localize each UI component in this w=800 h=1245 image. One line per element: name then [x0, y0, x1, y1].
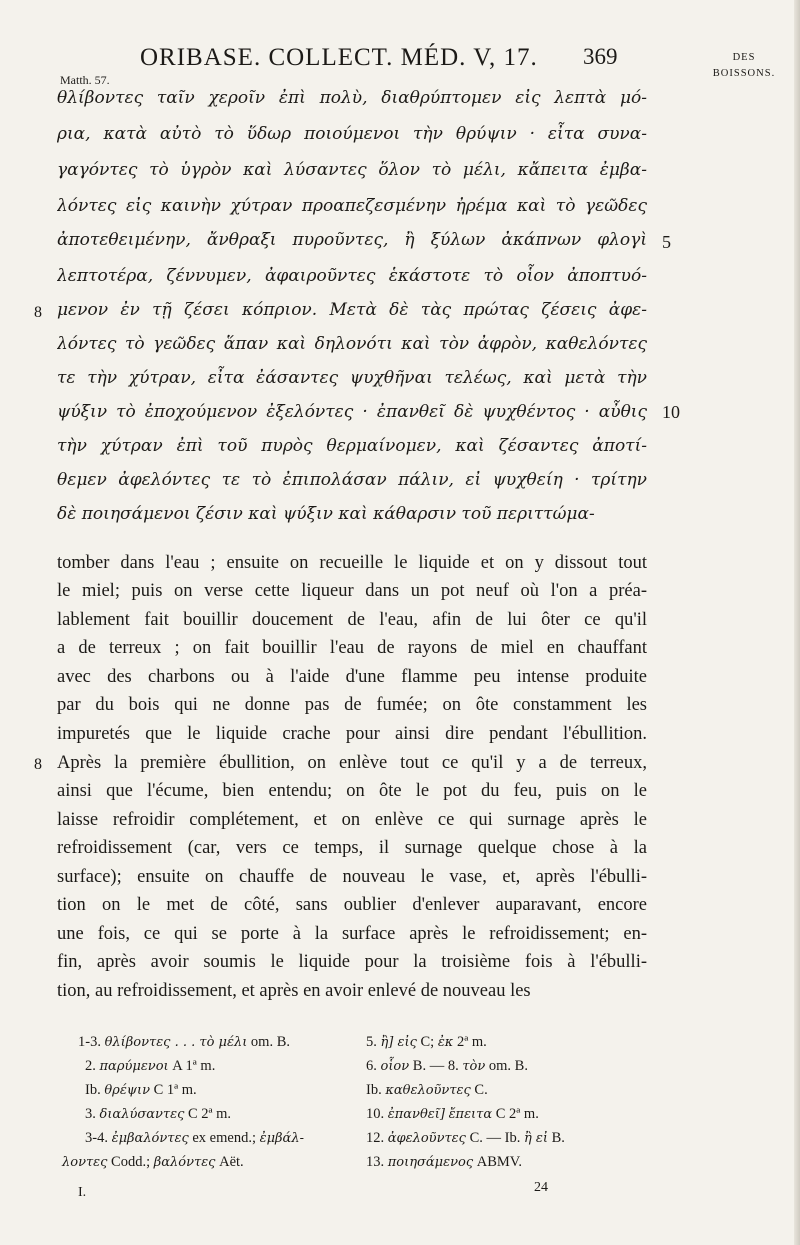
- apparatus-note: [366, 1128, 565, 1149]
- note-text: om. B.: [485, 1058, 528, 1074]
- french-line: tomber dans l'eau ; ensuite on recueille le liquide et on y dissout tout: [57, 553, 647, 573]
- french-line: refroidissement (car, vers ce temps, il surnage quelque chose à la: [57, 838, 647, 858]
- note-text: ex emend.;: [188, 1130, 260, 1146]
- french-line: tion on le met de côté, sans oublier d'enlever auparavant, encore: [57, 895, 647, 915]
- note-greek: ἀφελοῦντες: [387, 1131, 466, 1146]
- note-greek: θλίβοντες . . . τὸ μέλι: [104, 1035, 248, 1050]
- note-greek: ποιησάμενος: [387, 1155, 474, 1170]
- apparatus-note: [366, 1056, 528, 1077]
- running-title: ORIBASE. COLLECT. MÉD. V, 17.: [140, 44, 538, 71]
- note-ref: 1-3.: [78, 1034, 105, 1050]
- note-text: ABMV.: [473, 1154, 522, 1170]
- note-greek: λοντες: [62, 1155, 108, 1170]
- greek-line: θλίβοντες ταῖν χεροῖν ἐπὶ πολὺ, διαθρύπτομεν εἰς λεπτὰ μό-: [57, 88, 647, 108]
- greek-line: δὲ ποιησάμενοι ζέσιν καὶ ψύξιν καὶ κάθαρσιν τοῦ περιττώμα-: [57, 504, 595, 524]
- note-greek: διαλύσαντες: [99, 1107, 185, 1122]
- note-greek: βαλόντες: [153, 1155, 216, 1170]
- french-line: a de terreux ; on fait bouillir l'eau de rayons de miel en chauffant: [57, 638, 647, 658]
- note-text: A 1ª m.: [168, 1058, 216, 1074]
- french-line: par du bois qui ne donne pas de fumée; on ôte constamment les: [57, 695, 647, 715]
- apparatus-note: [62, 1152, 244, 1173]
- greek-line: λόντες τὸ γεῶδες ἅπαν καὶ δηλονότι καὶ τὸν ἀφρὸν, καθελόντες: [57, 334, 647, 354]
- note-text: C. — Ib.: [465, 1130, 524, 1146]
- apparatus-note: [85, 1080, 197, 1101]
- signature-mark-center: 24: [534, 1180, 548, 1195]
- note-text: C;: [416, 1034, 438, 1050]
- signature-mark-left: I.: [78, 1185, 87, 1200]
- apparatus-note: [366, 1152, 522, 1173]
- greek-line: τε τὴν χύτραν, εἶτα ἐάσαντες ψυχθῆναι τελέως, καὶ μετὰ τὴν: [57, 368, 647, 388]
- french-line: laisse refroidir complétement, et on enlève ce qui surnage après le: [57, 810, 647, 830]
- note-text: C 1ª m.: [149, 1082, 197, 1098]
- french-line: surface); ensuite on chauffe de nouveau le vase, et, après l'ébulli-: [57, 867, 647, 887]
- note-text: C 2ª m.: [184, 1106, 232, 1122]
- note-greek: ἐμβάλ-: [259, 1131, 304, 1146]
- side-title-line: BOISSONS.: [712, 68, 776, 79]
- note-greek: παρύμενοι: [99, 1059, 169, 1074]
- page-edge: [794, 0, 800, 1245]
- apparatus-note: [366, 1104, 539, 1125]
- section-number-french: 8: [34, 756, 42, 773]
- note-ref: 3.: [85, 1106, 100, 1122]
- greek-line: τὴν χύτραν ἐπὶ τοῦ πυρὸς θερμαίνομεν, καὶ ζέσαντες ἀποτί-: [57, 436, 647, 456]
- note-ref: 12.: [366, 1130, 388, 1146]
- note-text: C.: [470, 1082, 488, 1098]
- french-line: ainsi que l'écume, bien entendu; on ôte le pot du feu, puis on le: [57, 781, 647, 801]
- apparatus-note: [85, 1104, 231, 1125]
- note-text: om. B.: [247, 1034, 290, 1050]
- apparatus-note: [85, 1056, 215, 1077]
- french-line: tion, au refroidissement, et après en avoir enlevé de nouveau les: [57, 981, 531, 1001]
- note-greek: καθελοῦντες: [385, 1083, 471, 1098]
- note-greek: ἐπανθεῖ]: [387, 1107, 445, 1122]
- side-title: [694, 50, 794, 82]
- french-line: avec des charbons ou à l'aide d'une flamme peu intense produite: [57, 667, 647, 687]
- greek-line: γαγόντες τὸ ὑγρὸν καὶ λύσαντες ὅλον τὸ μέλι, κἄπειτα ἐμβα-: [57, 160, 647, 180]
- note-ref: 13.: [366, 1154, 388, 1170]
- apparatus-note: [366, 1080, 488, 1101]
- page-number: 369: [583, 44, 618, 69]
- french-line: lablement fait bouillir doucement de l'eau, afin de lui ôter ce qu'il: [57, 610, 647, 630]
- french-line: une fois, ce qui se porte à la surface après le refroidissement; en-: [57, 924, 647, 944]
- apparatus-note: [366, 1032, 487, 1053]
- note-ref: 6.: [366, 1058, 381, 1074]
- note-greek: ἐκ: [437, 1035, 454, 1050]
- note-text: B.: [547, 1130, 565, 1146]
- french-line: fin, après avoir soumis le liquide pour la troisième fois à l'ébulli-: [57, 952, 647, 972]
- side-title-line: DES: [732, 52, 756, 63]
- note-text: Codd.;: [107, 1154, 154, 1170]
- greek-line: ρια, κατὰ αὐτὸ τὸ ὕδωρ ποιούμενοι τὴν θρύψιν · εἶτα συνα-: [57, 124, 647, 144]
- note-text: Aët.: [215, 1154, 244, 1170]
- line-number-5: 5: [662, 232, 671, 252]
- note-greek: ἢ εἰ: [523, 1131, 548, 1146]
- french-line: Après la première ébullition, on enlève tout ce qu'il y a de terreux,: [57, 753, 647, 773]
- note-ref: 5.: [366, 1034, 381, 1050]
- note-ref: 3-4.: [85, 1130, 112, 1146]
- note-ref: 10.: [366, 1106, 388, 1122]
- french-line: le miel; puis on verse cette liqueur dans un pot neuf où l'on a préa-: [57, 581, 647, 601]
- greek-line: λόντες εἰς καινὴν χύτραν προαπεζεσμένην ἠρέμα καὶ τὸ γεῶδες: [57, 196, 647, 216]
- french-line: impuretés que le liquide crache pour ainsi dire pendant l'ébullition.: [57, 724, 647, 744]
- section-number-greek: 8: [34, 304, 42, 321]
- greek-line: μενον ἐν τῇ ζέσει κόπριον. Μετὰ δὲ τὰς πρώτας ζέσεις ἀφε-: [57, 300, 647, 320]
- note-ref: Ib.: [366, 1082, 386, 1098]
- greek-line: ἀποτεθειμένην, ἄνθραξι πυροῦντες, ἢ ξύλων ἀκάπνων φλογὶ: [57, 230, 647, 250]
- note-ref: Ib.: [85, 1082, 105, 1098]
- greek-line: θεμεν ἀφελόντες τε τὸ ἐπιπολάσαν πάλιν, εἰ ψυχθείη · τρίτην: [57, 470, 647, 490]
- apparatus-note: [85, 1128, 304, 1149]
- note-greek: οἷον: [380, 1059, 410, 1074]
- note-greek: ἐμβαλόντες: [111, 1131, 189, 1146]
- matthaei-reference: Matth. 57.: [60, 73, 110, 87]
- note-greek: θρέψιν: [104, 1083, 150, 1098]
- apparatus-note: [78, 1032, 290, 1053]
- line-number-10: 10: [662, 402, 680, 422]
- note-text: C 2ª m.: [492, 1106, 539, 1122]
- note-ref: 2.: [85, 1058, 100, 1074]
- note-text: 2ª m.: [453, 1034, 487, 1050]
- note-greek: ἢ] εἰς: [380, 1035, 417, 1050]
- greek-line: ψύξιν τὸ ἐποχούμενον ἐξελόντες · ἐπανθεῖ δὲ ψυχθέντος · αὖθις: [57, 402, 647, 422]
- note-greek: τὸν: [462, 1059, 486, 1074]
- note-text: B. — 8.: [409, 1058, 463, 1074]
- note-greek: ἔπειτα: [448, 1107, 493, 1122]
- greek-line: λεπτοτέρα, ζέννυμεν, ἀφαιροῦντες ἑκάστοτε τὸ οἷον ἀποπτυό-: [57, 266, 647, 286]
